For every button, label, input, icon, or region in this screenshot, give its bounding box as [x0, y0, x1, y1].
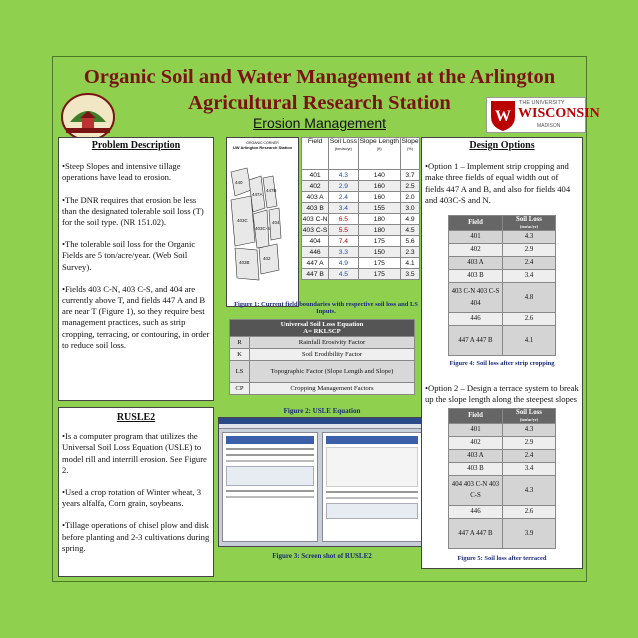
soil-loss-units: (ton/ac/yr): [520, 224, 538, 230]
table-row: [302, 192, 420, 203]
rusle2-screenshot: [218, 417, 425, 547]
poster: [52, 56, 600, 582]
table-row: [449, 244, 556, 257]
screenshot-pane-right: [322, 432, 422, 542]
strip-cropping-table: [448, 215, 556, 356]
usle-row: [230, 361, 415, 383]
title-line-2: Agricultural Research Station: [188, 92, 451, 114]
table-row: [449, 423, 556, 436]
col-header-field: Field: [449, 216, 503, 231]
slope-length-cell: 155: [358, 203, 400, 214]
rusle2-paragraph: •Is a computer program that utilizes the Universal Soil Loss Equation (USLE) to model rill and interrill erosion. See Figure 2.: [62, 431, 207, 475]
field-cell: 446: [449, 505, 503, 518]
slope-length-cell: 180: [358, 214, 400, 225]
table-row: [302, 214, 420, 225]
logo-wisconsin-text: WISCONSIN: [518, 106, 600, 121]
field-cell: 403 B: [449, 270, 503, 283]
slope-cell: 4.1: [400, 258, 419, 269]
problem-heading: Problem Description: [91, 140, 181, 151]
table-header-cell: [400, 138, 419, 170]
table-row: [449, 449, 556, 462]
usle-symbol: K: [230, 349, 250, 361]
field-cell: 403 A: [449, 449, 503, 462]
usle-row: [230, 337, 415, 349]
field-cell: 446: [302, 247, 329, 258]
svg-text:403C: 403C: [237, 218, 248, 223]
col-header-soil-loss: [503, 216, 556, 231]
figure-2-caption: Figure 2: USLE Equation: [283, 407, 361, 415]
table-row: [302, 181, 420, 192]
field-cell: 403 A: [302, 192, 329, 203]
field-cell: 401: [449, 423, 503, 436]
wisconsin-logo: [486, 97, 600, 133]
field-soil-loss-table: [301, 137, 420, 280]
svg-text:447A: 447A: [252, 192, 263, 197]
figure-4-caption: Figure 4: Soil loss after strip cropping: [449, 360, 555, 368]
slope-cell: 2.5: [400, 181, 419, 192]
table-row: [449, 231, 556, 244]
col-subheader: (%): [407, 147, 413, 151]
map-header: ORGANIC CORNER: [246, 141, 279, 145]
slope-length-cell: 140: [358, 170, 400, 181]
table-row: [302, 225, 420, 236]
table-row: [449, 505, 556, 518]
table-header-cell: [358, 138, 400, 170]
usle-header-2: A= RKLSCP: [303, 328, 341, 335]
figure-3-caption: Figure 3: Screen shot of RUSLE2: [272, 552, 372, 560]
col-subheader: (ton/ac/yr): [334, 147, 352, 151]
field-cell: 403 C-N 403 C-S 404: [449, 283, 503, 313]
crest-icon: [489, 99, 517, 133]
slope-length-cell: 160: [358, 181, 400, 192]
soil-loss-cell: 4.3: [503, 231, 556, 244]
field-cell: 403 C-N: [302, 215, 328, 223]
table-header-cell: [302, 138, 329, 170]
soil-loss-cell: 4.3: [503, 475, 556, 505]
col-header-field: Field: [307, 138, 323, 145]
logo-university-text: THE UNIVERSITY: [519, 100, 565, 106]
table-row: [449, 475, 556, 505]
soil-loss-cell: 3.4: [329, 203, 358, 214]
field-cell: 446: [449, 313, 503, 326]
slope-cell: 3.0: [400, 203, 419, 214]
field-cell: 447 A 447 B: [449, 326, 503, 356]
svg-text:440: 440: [235, 180, 243, 185]
soil-loss-cell: 3.4: [503, 462, 556, 475]
soil-loss-label: Soil Loss: [516, 408, 542, 416]
slope-cell: 2.3: [400, 247, 419, 258]
col-header-slope: Slope: [401, 138, 419, 145]
figure-5-caption: Figure 5: Soil loss after terraced: [457, 554, 547, 562]
svg-text:404: 404: [272, 220, 280, 225]
col-header-soil-loss: Soil Loss: [329, 138, 357, 145]
table-header-row: [449, 216, 556, 231]
table-row: [302, 203, 420, 214]
svg-text:403C-S: 403C-S: [255, 226, 271, 231]
design-heading: Design Options: [469, 140, 535, 151]
slope-length-cell: 150: [358, 247, 400, 258]
col-header-field: Field: [449, 408, 503, 423]
soil-loss-cell: 4.3: [329, 170, 358, 181]
slope-length-cell: 175: [358, 236, 400, 247]
usle-description: Soil Erodibility Factor: [250, 349, 415, 361]
soil-loss-cell: 2.9: [329, 181, 358, 192]
soil-loss-cell: 3.9: [503, 518, 556, 548]
slope-length-cell: 160: [358, 192, 400, 203]
slope-cell: 3.7: [400, 170, 419, 181]
usle-description: Cropping Management Factors: [250, 383, 415, 395]
field-boundaries-map-icon: [227, 150, 298, 300]
field-cell: 447 B: [302, 269, 329, 280]
table-header-row: [449, 408, 556, 423]
table-row: [302, 247, 420, 258]
field-cell: 403 B: [302, 203, 329, 214]
table-row: [302, 258, 420, 269]
table-row: [449, 270, 556, 283]
title-line-1: Organic Soil and Water Management at the Arlington: [83, 66, 556, 88]
usle-description: Topographic Factor (Slope Length and Slope): [250, 361, 415, 383]
soil-loss-cell: 2.9: [503, 244, 556, 257]
svg-text:447B: 447B: [266, 188, 277, 193]
soil-loss-cell: 5.5: [329, 225, 358, 236]
soil-loss-cell: 2.4: [503, 257, 556, 270]
slope-cell: 4.9: [400, 214, 419, 225]
field-cell: 447 A: [302, 258, 329, 269]
design-options-panel: [421, 137, 583, 569]
usle-header-row: [230, 320, 415, 337]
design-option-1: •Option 1 – Implement strip cropping and make three fields of equal width out of fields 447 A and B, and also for fields 404 and 403C-S and N.: [425, 161, 571, 205]
terrace-table: [448, 408, 556, 549]
table-row: [449, 436, 556, 449]
soil-loss-cell: 2.6: [503, 313, 556, 326]
table-row: [449, 326, 556, 356]
usle-header-1: Universal Soil Loss Equation: [280, 321, 364, 328]
usle-row: [230, 383, 415, 395]
rusle2-paragraph: •Used a crop rotation of Winter wheat, 3 years alfalfa, Corn grain, soybeans.: [62, 487, 202, 509]
problem-paragraph: •The DNR requires that erosion be less than the designated tolerable soil loss (T) for the soil type. (NR 151.02).: [62, 194, 204, 228]
svg-text:W: W: [495, 108, 511, 125]
problem-paragraph: •The tolerable soil loss for the Organic Fields are 5 ton/acre/year. (Web Soil Survey).: [62, 239, 196, 272]
soil-loss-cell: 4.5: [329, 269, 358, 280]
soil-loss-cell: 4.1: [503, 326, 556, 356]
field-cell: 401: [449, 231, 503, 244]
table-header-row: [302, 138, 420, 170]
soil-loss-cell: 4.9: [329, 258, 358, 269]
field-cell: 404 403 C-N 403 C-S: [449, 475, 503, 505]
soil-loss-cell: 3.4: [503, 270, 556, 283]
soil-loss-label: Soil Loss: [516, 216, 542, 224]
table-row: [449, 283, 556, 313]
usle-symbol: R: [230, 337, 250, 349]
usle-row: [230, 349, 415, 361]
rusle2-paragraph: •Tillage operations of chisel plow and disk before planting and 2-3 cultivations during spring.: [62, 520, 210, 553]
table-row: [449, 518, 556, 548]
field-cell: 403 A: [449, 257, 503, 270]
field-cell: 402: [449, 436, 503, 449]
slope-cell: 3.5: [400, 269, 419, 280]
soil-loss-cell: 3.3: [329, 247, 358, 258]
screenshot-toolbar: [219, 424, 424, 429]
table-row: [302, 236, 420, 247]
problem-paragraph: •Fields 403 C-N, 403 C-S, and 404 are currently above T, and fields 447 A and B are near T (Figure 1), so they require best management practices, such as strip cropping, terracing, or contouring, in order to reduce soil loss.: [62, 283, 210, 350]
slope-length-cell: 180: [358, 225, 400, 236]
table-row: [449, 462, 556, 475]
problem-description-panel: [58, 137, 214, 401]
soil-loss-cell: 4.3: [503, 423, 556, 436]
logo-madison-text: MADISON: [537, 123, 561, 129]
table-row: [302, 170, 420, 181]
field-cell: 402: [449, 244, 503, 257]
table-header-cell: [329, 138, 358, 170]
col-header-soil-loss: [503, 408, 556, 423]
usle-header-cell: [230, 320, 415, 337]
usle-description: Rainfall Erosivity Factor: [250, 337, 415, 349]
field-map: [226, 137, 299, 307]
table-row: [449, 257, 556, 270]
soil-loss-cell: 6.5: [329, 214, 358, 225]
soil-loss-cell: 2.9: [503, 436, 556, 449]
slope-cell: 5.6: [400, 236, 419, 247]
col-subheader: (ft): [376, 147, 382, 151]
soil-loss-cell: 2.6: [503, 505, 556, 518]
soil-loss-cell: 2.4: [329, 192, 358, 203]
design-option-2: •Option 2 – Design a terrace system to break up the slope length along the steepest slopes: [425, 383, 579, 405]
field-cell: 401: [302, 170, 329, 181]
usle-symbol: CP: [230, 383, 250, 395]
field-cell: 404: [302, 236, 329, 247]
soil-loss-cell: 4.8: [503, 283, 556, 313]
slope-length-cell: 175: [358, 258, 400, 269]
svg-text:403B: 403B: [239, 260, 250, 265]
field-cell: 403 B: [449, 462, 503, 475]
soil-loss-cell: 7.4: [329, 236, 358, 247]
col-header-slope-length: Slope Length: [359, 138, 400, 145]
problem-paragraph: •Steep Slopes and intensive tillage operations have lead to erosion.: [62, 161, 181, 183]
field-cell: 403 C-S: [302, 226, 328, 234]
usle-table: [229, 319, 415, 395]
figure-1-caption: Figure 1: Current field boundaries with respective soil loss and LS Inputs.: [234, 301, 418, 315]
slope-cell: 4.5: [400, 225, 419, 236]
slope-cell: 2.0: [400, 192, 419, 203]
rusle2-heading: RUSLE2: [116, 412, 156, 423]
screenshot-pane-left: [222, 432, 318, 542]
poster-subtitle: Erosion Management: [252, 115, 387, 131]
table-row: [302, 269, 420, 280]
field-cell: 402: [302, 181, 329, 192]
table-row: [449, 313, 556, 326]
soil-loss-units: (ton/ac/yr): [520, 416, 538, 422]
slope-length-cell: 175: [358, 269, 400, 280]
field-cell: 447 A 447 B: [449, 518, 503, 548]
svg-text:402: 402: [263, 256, 271, 261]
rusle2-panel: [58, 407, 214, 577]
usle-symbol: LS: [230, 361, 250, 383]
soil-loss-cell: 2.4: [503, 449, 556, 462]
map-title: UW Arlington Research Station: [232, 145, 293, 150]
